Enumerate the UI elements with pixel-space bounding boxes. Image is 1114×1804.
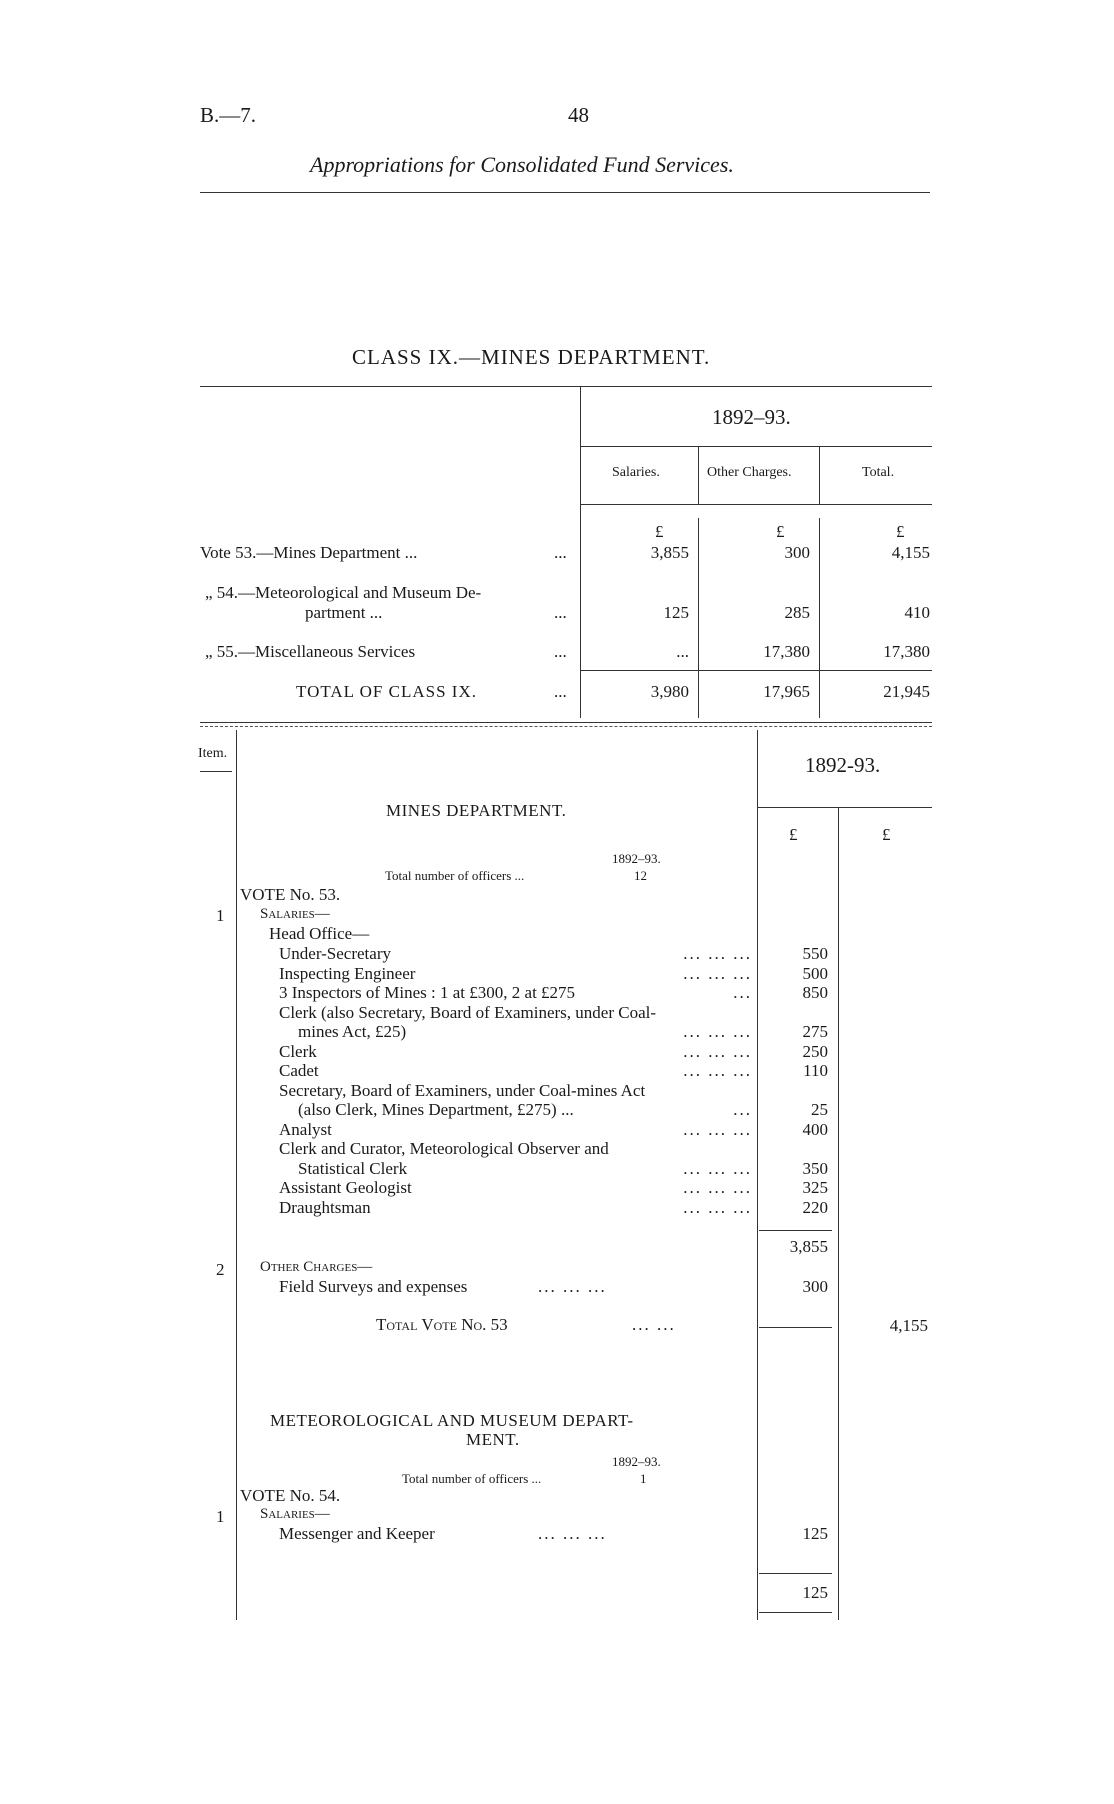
item-column-header: Item. xyxy=(198,746,228,761)
summary-row-label: Vote 53.—Mines Department ... xyxy=(200,543,418,562)
salary-line-text: Secretary, Board of Examiners, under Coal-mines Act xyxy=(279,1081,646,1100)
summary-total: 17,380 xyxy=(883,642,930,661)
messenger-dots: ... ... ... xyxy=(538,1524,607,1543)
currency-other: £ xyxy=(776,522,785,541)
mines-item-1: 1 xyxy=(216,906,225,925)
messenger-label: Messenger and Keeper xyxy=(279,1524,435,1543)
page-subtitle: Appropriations for Consolidated Fund Services. xyxy=(310,152,734,177)
salary-line-amount: 350 xyxy=(802,1159,828,1178)
messenger-amount: 125 xyxy=(802,1524,828,1543)
summary-row-dots: ... xyxy=(554,603,567,622)
meteo-officers-year: 1892–93. xyxy=(612,1454,661,1469)
mines-salaries-heading: Salaries— xyxy=(260,906,330,922)
mines-vote-heading: VOTE No. 53. xyxy=(240,885,341,904)
page-number: 48 xyxy=(568,103,589,127)
salary-line-amount: 25 xyxy=(811,1100,828,1119)
salary-line-text: Draughtsman xyxy=(279,1198,371,1217)
summary-row-label: „ 55.—Miscellaneous Services xyxy=(205,642,416,661)
summary-row-label: „ 54.—Meteorological and Museum De- xyxy=(205,583,482,602)
summary-total-total: 21,945 xyxy=(883,682,930,701)
summary-salaries: 3,855 xyxy=(650,543,689,562)
salary-line-amount: 400 xyxy=(802,1120,828,1139)
summary-other: 17,380 xyxy=(763,642,810,661)
mines-total-label: Total Vote No. 53 xyxy=(376,1315,508,1334)
summary-total-salaries: 3,980 xyxy=(650,682,689,701)
currency-total: £ xyxy=(896,522,905,541)
salary-line-dots: ... ... ... xyxy=(683,964,752,983)
mines-head-office: Head Office— xyxy=(269,924,370,943)
col-total: Total. xyxy=(862,465,895,480)
meteo-officers-count: 1 xyxy=(640,1471,647,1486)
summary-year: 1892–93. xyxy=(712,405,791,429)
salary-line-dots: ... ... ... xyxy=(683,1042,752,1061)
salary-line-text: Clerk xyxy=(279,1042,317,1061)
meteo-officers-label: Total number of officers ... xyxy=(402,1471,542,1486)
detail-year: 1892-93. xyxy=(805,753,881,777)
salary-line-amount: 220 xyxy=(802,1198,828,1217)
header-rule xyxy=(200,192,930,193)
salary-line-dots: ... ... ... xyxy=(683,1178,752,1197)
detail-currency-2: £ xyxy=(882,825,891,844)
salary-line-text: (also Clerk, Mines Department, £275) ... xyxy=(298,1100,574,1119)
summary-total: 4,155 xyxy=(891,543,930,562)
detail-currency-1: £ xyxy=(789,825,798,844)
summary-total: 410 xyxy=(904,603,930,622)
summary-row-dots: ... xyxy=(554,682,567,701)
meteo-subtotal: 125 xyxy=(802,1583,828,1602)
mines-officers-year: 1892–93. xyxy=(612,851,661,866)
salary-line-text: Clerk (also Secretary, Board of Examiners, under Coal- xyxy=(279,1003,657,1022)
salary-line-text: Analyst xyxy=(279,1120,332,1139)
summary-row-dots: ... xyxy=(554,642,567,661)
salary-line-amount: 110 xyxy=(803,1061,828,1080)
meteo-vote-heading: VOTE No. 54. xyxy=(240,1486,341,1505)
mines-other-heading: Other Charges— xyxy=(260,1259,373,1275)
salary-line-text: Assistant Geologist xyxy=(279,1178,412,1197)
mines-section-title: MINES DEPARTMENT. xyxy=(386,801,567,820)
salary-line-text: Inspecting Engineer xyxy=(279,964,416,983)
salary-line-dots: ... xyxy=(733,983,752,1002)
salary-line-text: Under-Secretary xyxy=(279,944,391,963)
salary-line-dots: ... xyxy=(733,1100,752,1119)
salary-line-amount: 275 xyxy=(802,1022,828,1041)
salary-line-dots: ... ... ... xyxy=(683,1022,752,1041)
summary-row-label: partment ... xyxy=(305,603,383,622)
salary-line-dots: ... ... ... xyxy=(683,1120,752,1139)
salary-line-amount: 325 xyxy=(802,1178,828,1197)
field-surveys-dots: ... ... ... xyxy=(538,1277,607,1296)
field-surveys-amount: 300 xyxy=(802,1277,828,1296)
salary-line-text: Cadet xyxy=(279,1061,319,1080)
salary-line-amount: 500 xyxy=(802,964,828,983)
class-heading: CLASS IX.—MINES DEPARTMENT. xyxy=(352,345,711,369)
summary-other: 285 xyxy=(784,603,810,622)
summary-salaries: 125 xyxy=(663,603,689,622)
summary-total-label: TOTAL OF CLASS IX. xyxy=(296,682,477,701)
salary-line-dots: ... ... ... xyxy=(683,1061,752,1080)
meteo-section-title: METEOROLOGICAL AND MUSEUM DEPART- xyxy=(270,1411,634,1430)
salary-line-text: Clerk and Curator, Meteorological Observer and xyxy=(279,1139,609,1158)
mines-officers-label: Total number of officers ... xyxy=(385,868,525,883)
report-reference: B.—7. xyxy=(200,103,257,127)
summary-salaries: ... xyxy=(676,642,689,661)
currency-salaries: £ xyxy=(655,522,664,541)
mines-total-amount: 4,155 xyxy=(889,1316,928,1335)
summary-other: 300 xyxy=(784,543,810,562)
field-surveys-label: Field Surveys and expenses xyxy=(279,1277,468,1296)
salary-line-amount: 850 xyxy=(802,983,828,1002)
salary-line-text: mines Act, £25) xyxy=(298,1022,407,1041)
mines-salaries-subtotal: 3,855 xyxy=(789,1237,828,1256)
meteo-section-title-cont: MENT. xyxy=(466,1430,520,1449)
meteo-item-1: 1 xyxy=(216,1507,225,1526)
meteo-salaries-heading: Salaries— xyxy=(260,1506,330,1522)
summary-total-other: 17,965 xyxy=(763,682,810,701)
salary-line-text: Statistical Clerk xyxy=(298,1159,408,1178)
col-salaries: Salaries. xyxy=(612,465,660,480)
salary-line-amount: 250 xyxy=(802,1042,828,1061)
mines-item-2: 2 xyxy=(216,1260,225,1279)
summary-row-dots: ... xyxy=(554,543,567,562)
col-other-charges: Other Charges. xyxy=(707,465,792,480)
salary-line-text: 3 Inspectors of Mines : 1 at £300, 2 at £275 xyxy=(279,983,576,1002)
salary-line-dots: ... ... ... xyxy=(683,944,752,963)
salary-line-amount: 550 xyxy=(802,944,828,963)
mines-officers-count: 12 xyxy=(634,868,647,883)
salary-line-dots: ... ... ... xyxy=(683,1198,752,1217)
salary-line-dots: ... ... ... xyxy=(683,1159,752,1178)
mines-total-dots: ... ... xyxy=(632,1315,676,1334)
